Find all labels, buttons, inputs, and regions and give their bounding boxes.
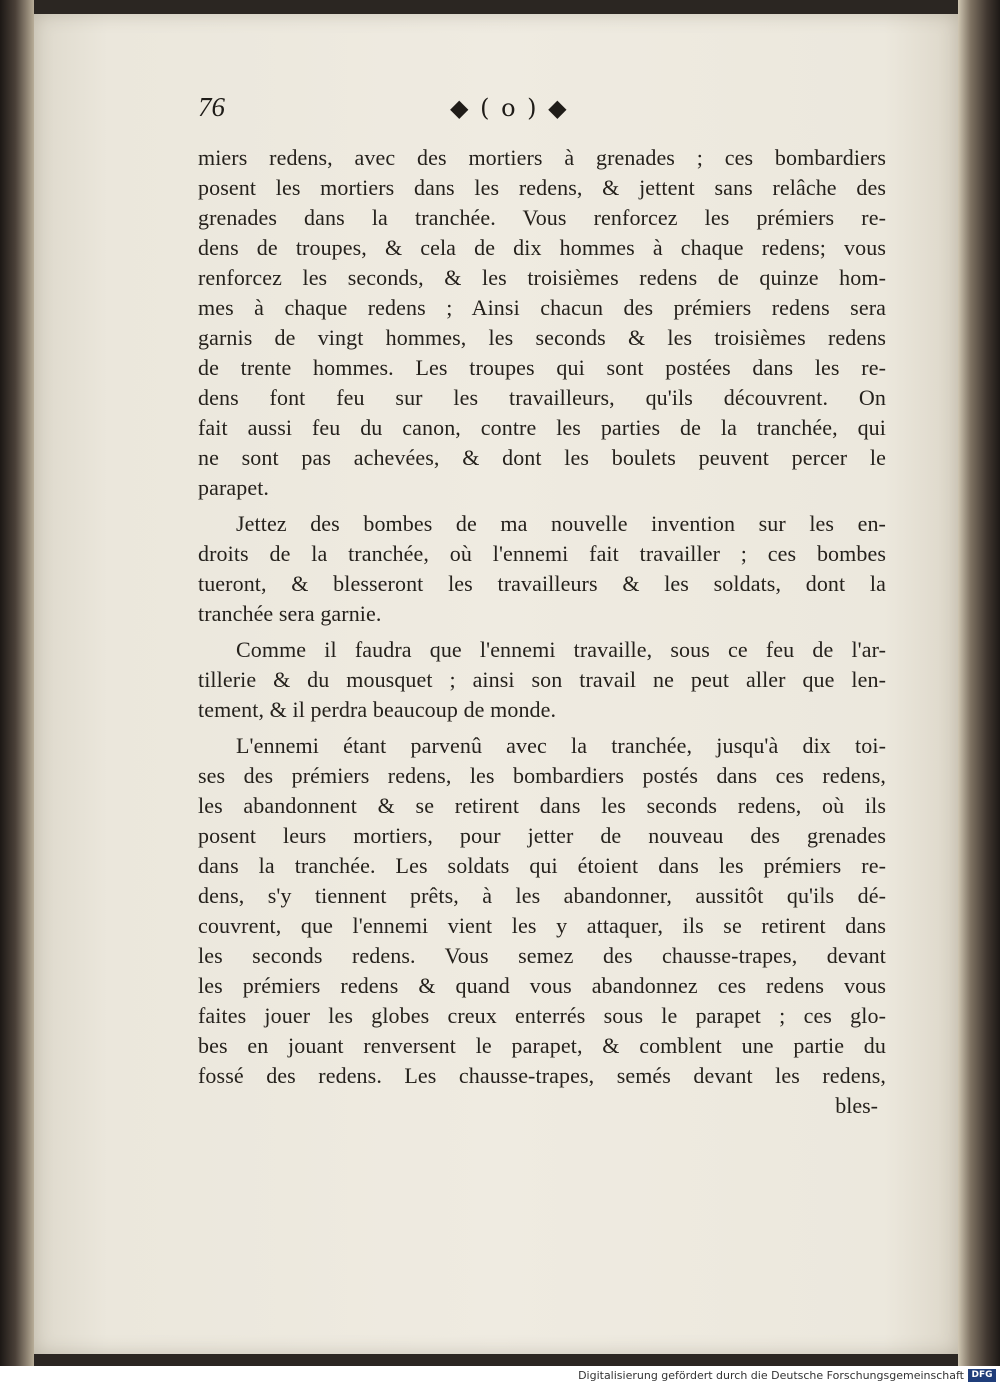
text-line: couvrent, que l'ennemi vient les y attaquer, ils se retirent dans (198, 913, 886, 938)
digitization-credit: Digitalisierung gefördert durch die Deutsche Forschungsgemeinschaft (578, 1369, 964, 1382)
text-line: tranchée sera garnie. (198, 601, 382, 626)
page-number: 76 (198, 92, 225, 122)
text-line: L'ennemi étant parvenû avec la tranchée, jusqu'à dix toi- (236, 733, 886, 758)
text-line: Comme il faudra que l'ennemi travaille, sous ce feu de l'ar- (236, 637, 886, 662)
text-line: posent leurs mortiers, pour jetter de nouveau des grenades (198, 823, 886, 848)
text-line: fossé des redens. Les chausse-trapes, semés devant les redens, (198, 1063, 886, 1088)
text-line: faites jouer les globes creux enterrés sous le parapet ; ces glo- (198, 1003, 886, 1028)
text-line: tueront, & blesseront les travailleurs & les soldats, dont la (198, 571, 886, 596)
text-line: dens, s'y tiennent prêts, à les abandonner, aussitôt qu'ils dé- (198, 883, 886, 908)
text-line: dans la tranchée. Les soldats qui étoient dans les prémiers re- (198, 853, 886, 878)
text-line: dens de troupes, & cela de dix hommes à chaque redens; vous (198, 235, 886, 260)
text-line: mes à chaque redens ; Ainsi chacun des prémiers redens sera (198, 295, 886, 320)
text-line: bes en jouant renversent le parapet, & comblent une partie du (198, 1033, 886, 1058)
text-line: droits de la tranchée, où l'ennemi fait travailler ; ces bombes (198, 541, 886, 566)
footer-bar (0, 1366, 1000, 1386)
catchword: bles- (835, 1093, 878, 1118)
text-line: les abandonnent & se retirent dans les seconds redens, où ils (198, 793, 886, 818)
text-line: tement, & il perdra beaucoup de monde. (198, 697, 557, 722)
dfg-logo: DFG (968, 1369, 996, 1382)
book-spine-edge (0, 0, 34, 1366)
text-line: garnis de vingt hommes, les seconds & les troisièmes redens (198, 325, 886, 350)
text-line: les prémiers redens & quand vous abandonnez ces redens vous (198, 973, 886, 998)
text-line: parapet. (198, 475, 270, 500)
header-ornament: ◆ ( o ) ◆ (450, 94, 569, 122)
text-line: ses des prémiers redens, les bombardiers postés dans ces redens, (198, 763, 886, 788)
body-text (198, 143, 886, 1121)
text-line: de trente hommes. Les troupes qui sont postées dans les re- (198, 355, 886, 380)
text-line: fait aussi feu du canon, contre les parties de la tranchée, qui (198, 415, 886, 440)
text-line: grenades dans la tranchée. Vous renforcez les prémiers re- (198, 205, 886, 230)
text-line: les seconds redens. Vous semez des chausse-trapes, devant (198, 943, 886, 968)
text-line: Jettez des bombes de ma nouvelle invention sur les en- (236, 511, 886, 536)
text-line: dens font feu sur les travailleurs, qu'ils découvrent. On (198, 385, 886, 410)
text-line: ne sont pas achevées, & dont les boulets peuvent percer le (198, 445, 886, 470)
text-line: posent les mortiers dans les redens, & jettent sans relâche des (198, 175, 886, 200)
text-line: tillerie & du mousquet ; ainsi son travail ne peut aller que len- (198, 667, 886, 692)
page-stack-edge (958, 0, 1000, 1366)
text-line: miers redens, avec des mortiers à grenades ; ces bombardiers (198, 145, 886, 170)
page-header (198, 92, 698, 132)
text-line: renforcez les seconds, & les troisièmes redens de quinze hom- (198, 265, 886, 290)
